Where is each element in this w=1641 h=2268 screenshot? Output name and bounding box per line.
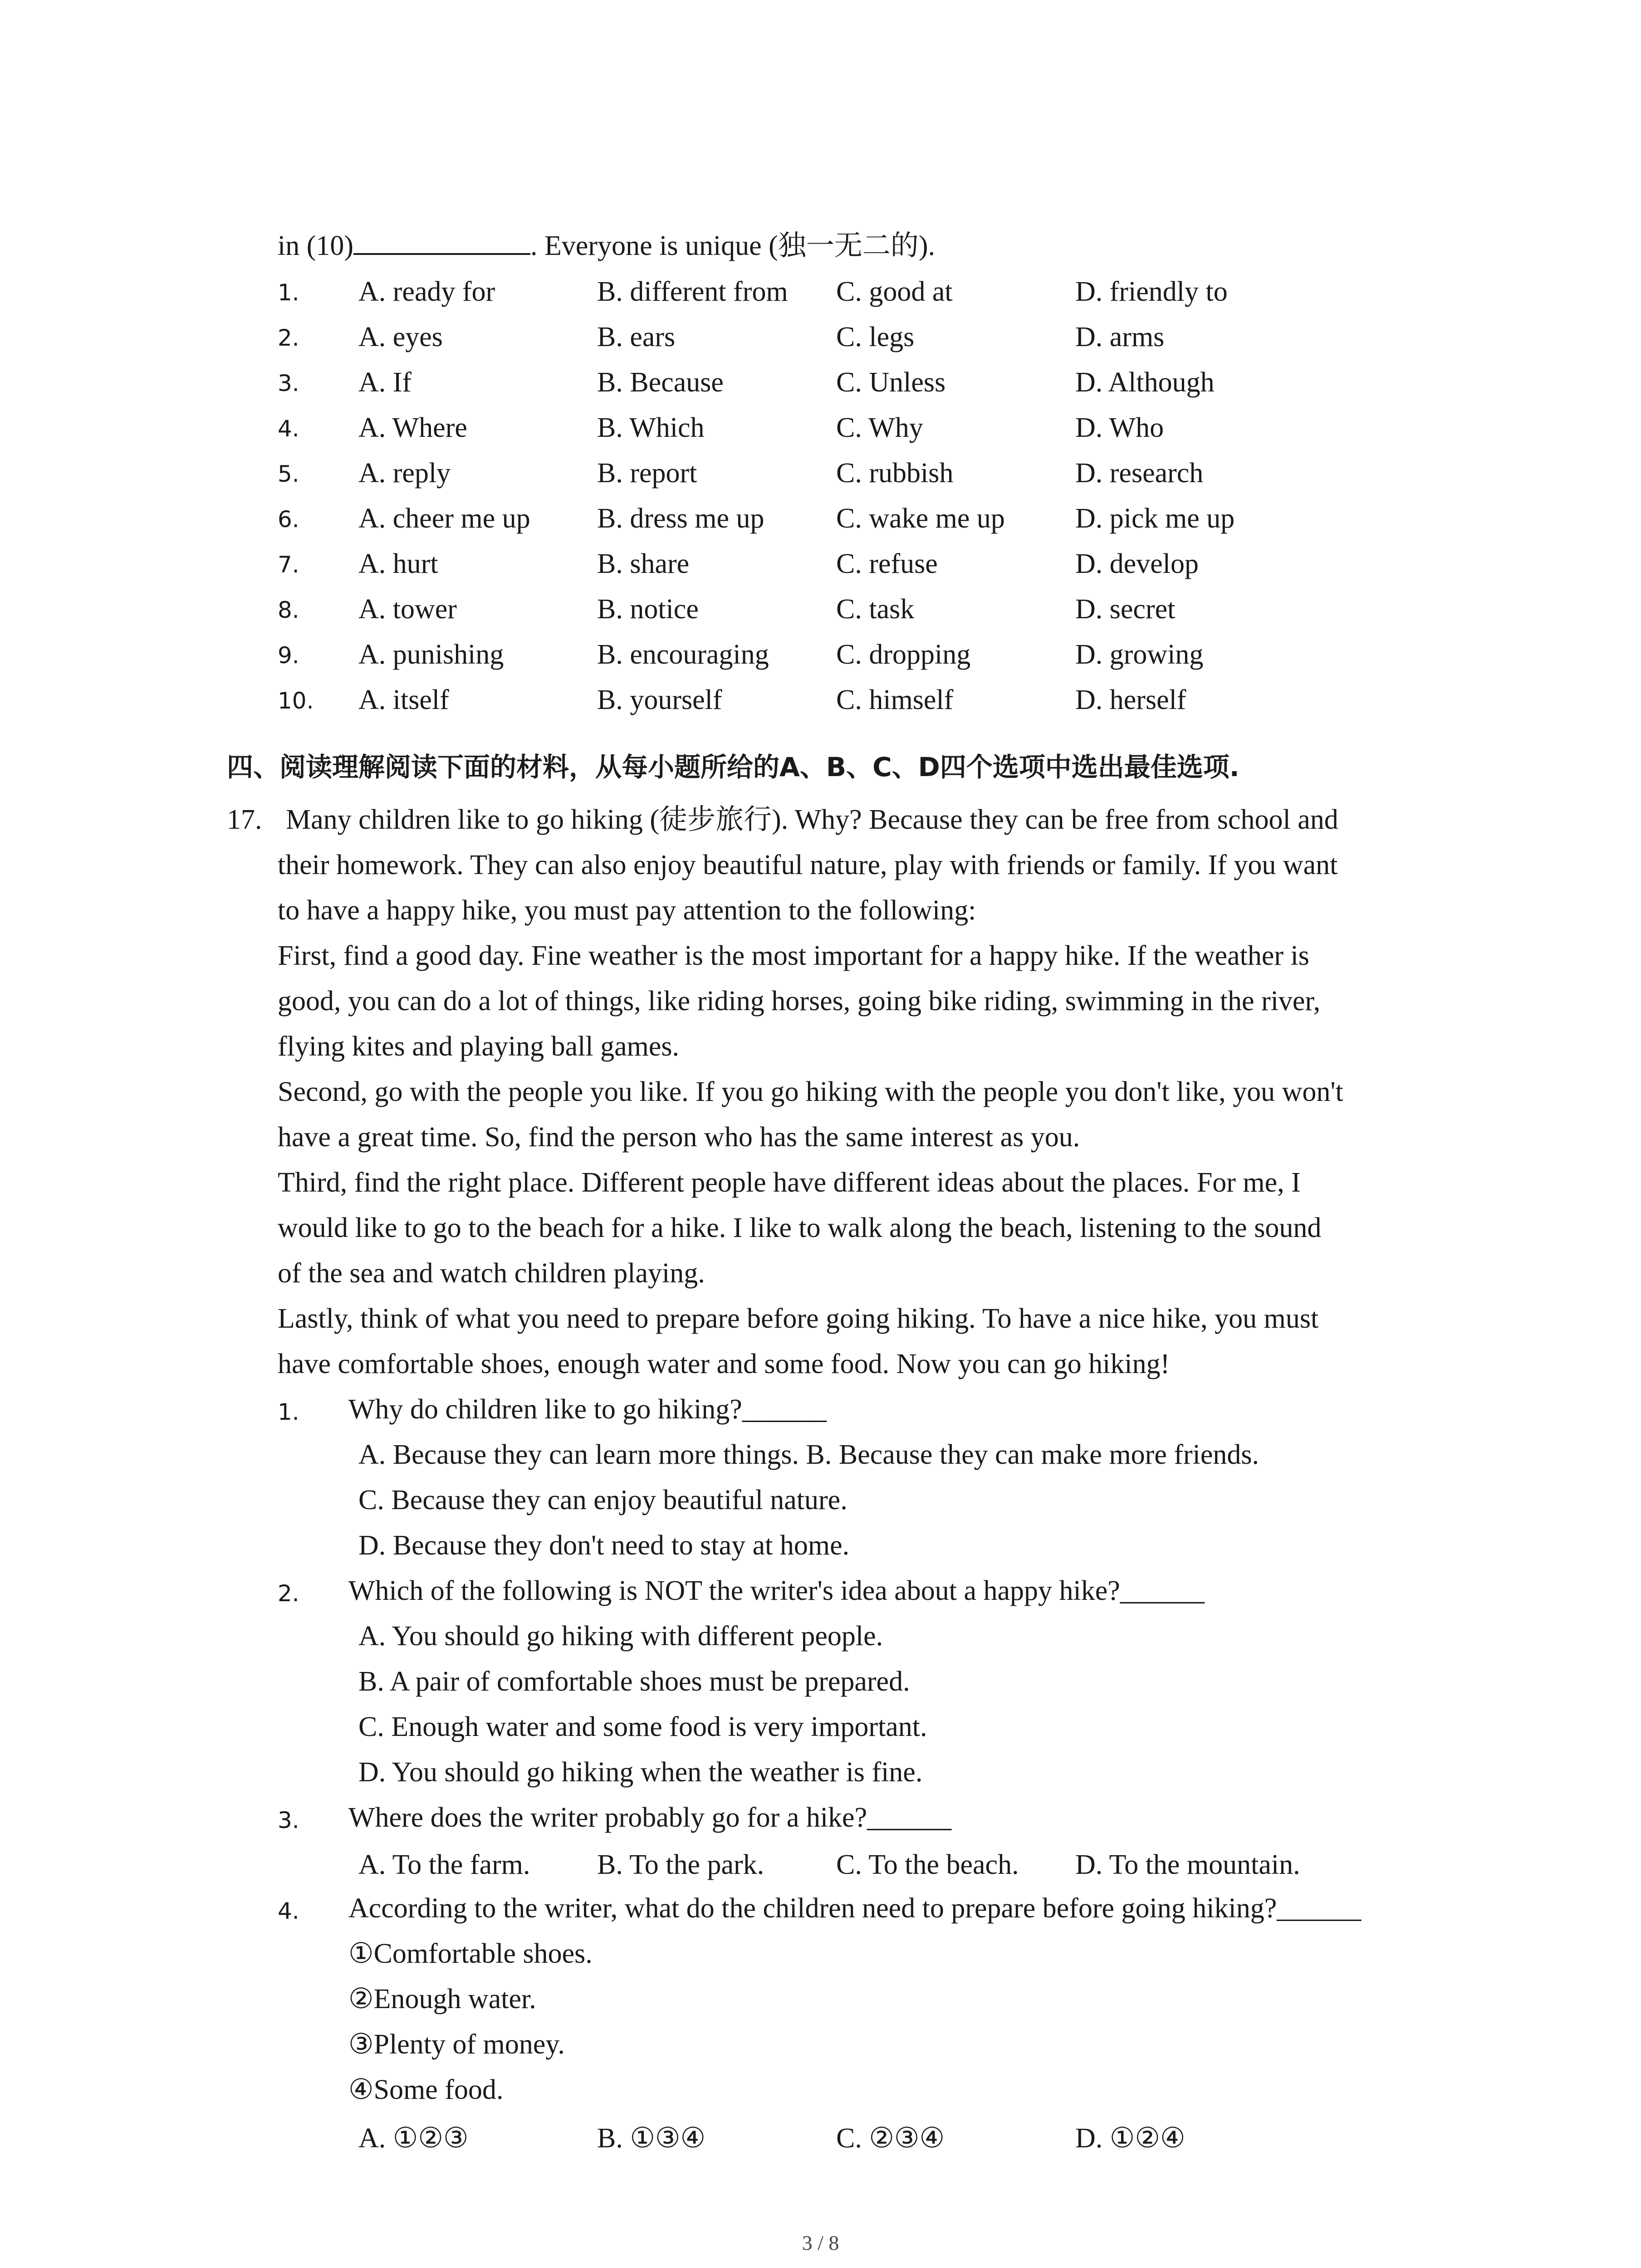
question-number: 1. [278, 1399, 299, 1425]
passage-number: 17. [227, 804, 262, 835]
option-b: B. ears [597, 322, 676, 352]
option-c: C. Unless [836, 367, 946, 398]
option-b: B. report [597, 458, 697, 489]
question-number: 4. [278, 1898, 299, 1924]
option-c: C. himself [836, 684, 954, 715]
option-c: C. wake me up [836, 503, 1005, 534]
numbered-item: ③Plenty of money. [348, 2029, 565, 2060]
question-number: 6. [278, 506, 299, 533]
passage-line: Third, find the right place. Different people have different ideas about the places. For me, I [278, 1167, 1301, 1198]
option-c: C. rubbish [836, 458, 954, 489]
numbered-item: ①Comfortable shoes. [348, 1938, 593, 1969]
option-c: C. legs [836, 322, 915, 352]
question-number: 10. [278, 688, 314, 714]
option-b: B. notice [597, 594, 699, 625]
question-stem: Which of the following is NOT the writer's idea about a happy hike?______ [348, 1575, 1205, 1606]
option-b: B. yourself [597, 684, 722, 715]
question-number: 3. [278, 370, 299, 396]
option-d: D. To the mountain. [1075, 1849, 1300, 1880]
option-d: D. herself [1075, 684, 1186, 715]
section-heading: 四、阅读理解阅读下面的材料，从每小题所给的A、B、C、D四个选项中选出最佳选项. [227, 752, 1239, 782]
option-d: D. Although [1075, 367, 1215, 398]
option-a: A. If [358, 367, 412, 398]
option-b: B. share [597, 548, 690, 579]
option-a: A. cheer me up [358, 503, 530, 534]
question-number: 1. [278, 279, 299, 306]
option-c: C. To the beach. [836, 1849, 1019, 1880]
option-c: C. Why [836, 412, 923, 443]
option-line: A. Because they can learn more things. B. Because they can make more friends. [358, 1439, 1259, 1470]
option-d: D. arms [1075, 322, 1165, 352]
option-a: A. reply [358, 458, 451, 489]
option-a: A. tower [358, 594, 457, 625]
question-stem: Why do children like to go hiking?______ [348, 1394, 827, 1425]
question-number: 2. [278, 325, 299, 351]
option-b: B. ①③④ [597, 2123, 706, 2154]
passage-line: First, find a good day. Fine weather is the most important for a happy hike. If the weather is [278, 940, 1309, 971]
passage-line: Many children like to go hiking (徒步旅行). Why? Because they can be free from school and [286, 804, 1338, 835]
option-a: A. ①②③ [358, 2123, 469, 2154]
option-d: D. growing [1075, 639, 1204, 670]
option-c: C. ②③④ [836, 2123, 945, 2154]
cloze-tail-line [278, 230, 935, 260]
option-c: C. good at [836, 276, 953, 307]
option-a: A. hurt [358, 548, 438, 579]
passage-line: Lastly, think of what you need to prepare before going hiking. To have a nice hike, you must [278, 1303, 1319, 1334]
numbered-item: ④Some food. [348, 2074, 504, 2105]
question-number: 2. [278, 1580, 299, 1607]
option-a: A. itself [358, 684, 449, 715]
option-c: C. task [836, 594, 915, 625]
option-b: B. To the park. [597, 1849, 764, 1880]
question-stem: Where does the writer probably go for a hike?______ [348, 1802, 952, 1833]
option-line: C. Because they can enjoy beautiful nature. [358, 1485, 847, 1515]
option-line: C. Enough water and some food is very important. [358, 1711, 927, 1742]
cloze-tail-suffix: . Everyone is unique (独一无二的). [530, 230, 935, 261]
question-number: 3. [278, 1807, 299, 1833]
option-a: A. eyes [358, 322, 443, 352]
question-number: 8. [278, 597, 299, 623]
numbered-item: ②Enough water. [348, 1984, 536, 2014]
cloze-tail-prefix: in (10) [278, 230, 354, 261]
option-d: D. develop [1075, 548, 1199, 579]
option-a: A. ready for [358, 276, 495, 307]
question-stem: According to the writer, what do the children need to prepare before going hiking?______ [348, 1893, 1362, 1924]
option-b: B. Because [597, 367, 724, 398]
passage-line: good, you can do a lot of things, like riding horses, going bike riding, swimming in the river, [278, 986, 1321, 1017]
passage-line: their homework. They can also enjoy beautiful nature, play with friends or family. If you want [278, 850, 1338, 880]
option-d: D. pick me up [1075, 503, 1235, 534]
option-d: D. friendly to [1075, 276, 1228, 307]
passage-line: of the sea and watch children playing. [278, 1258, 705, 1289]
option-b: B. encouraging [597, 639, 769, 670]
option-line: D. Because they don't need to stay at home. [358, 1530, 850, 1561]
passage-line: flying kites and playing ball games. [278, 1031, 680, 1062]
option-b: B. different from [597, 276, 788, 307]
option-c: C. refuse [836, 548, 938, 579]
question-number: 9. [278, 642, 299, 669]
option-a: A. Where [358, 412, 467, 443]
option-d: D. Who [1075, 412, 1164, 443]
passage-line: Second, go with the people you like. If you go hiking with the people you don't like, you won't [278, 1076, 1343, 1107]
option-b: B. dress me up [597, 503, 764, 534]
option-line: A. You should go hiking with different people. [358, 1621, 883, 1652]
passage-line: have comfortable shoes, enough water and some food. Now you can go hiking! [278, 1349, 1170, 1379]
answer-blank [353, 230, 530, 255]
question-number: 5. [278, 461, 299, 487]
option-line: B. A pair of comfortable shoes must be prepared. [358, 1666, 910, 1697]
passage-line: to have a happy hike, you must pay attention to the following: [278, 895, 976, 926]
option-d: D. ①②④ [1075, 2123, 1185, 2154]
option-d: D. secret [1075, 594, 1176, 625]
option-a: A. punishing [358, 639, 504, 670]
option-c: C. dropping [836, 639, 971, 670]
passage-line: have a great time. So, find the person who has the same interest as you. [278, 1122, 1080, 1153]
option-a: A. To the farm. [358, 1849, 530, 1880]
option-d: D. research [1075, 458, 1204, 489]
page-number: 3 / 8 [802, 2231, 839, 2254]
passage-line: would like to go to the beach for a hike. I like to walk along the beach, listening to the sound [278, 1212, 1322, 1243]
question-number: 7. [278, 552, 299, 578]
question-number: 4. [278, 415, 299, 442]
option-b: B. Which [597, 412, 705, 443]
option-line: D. You should go hiking when the weather is fine. [358, 1757, 923, 1788]
